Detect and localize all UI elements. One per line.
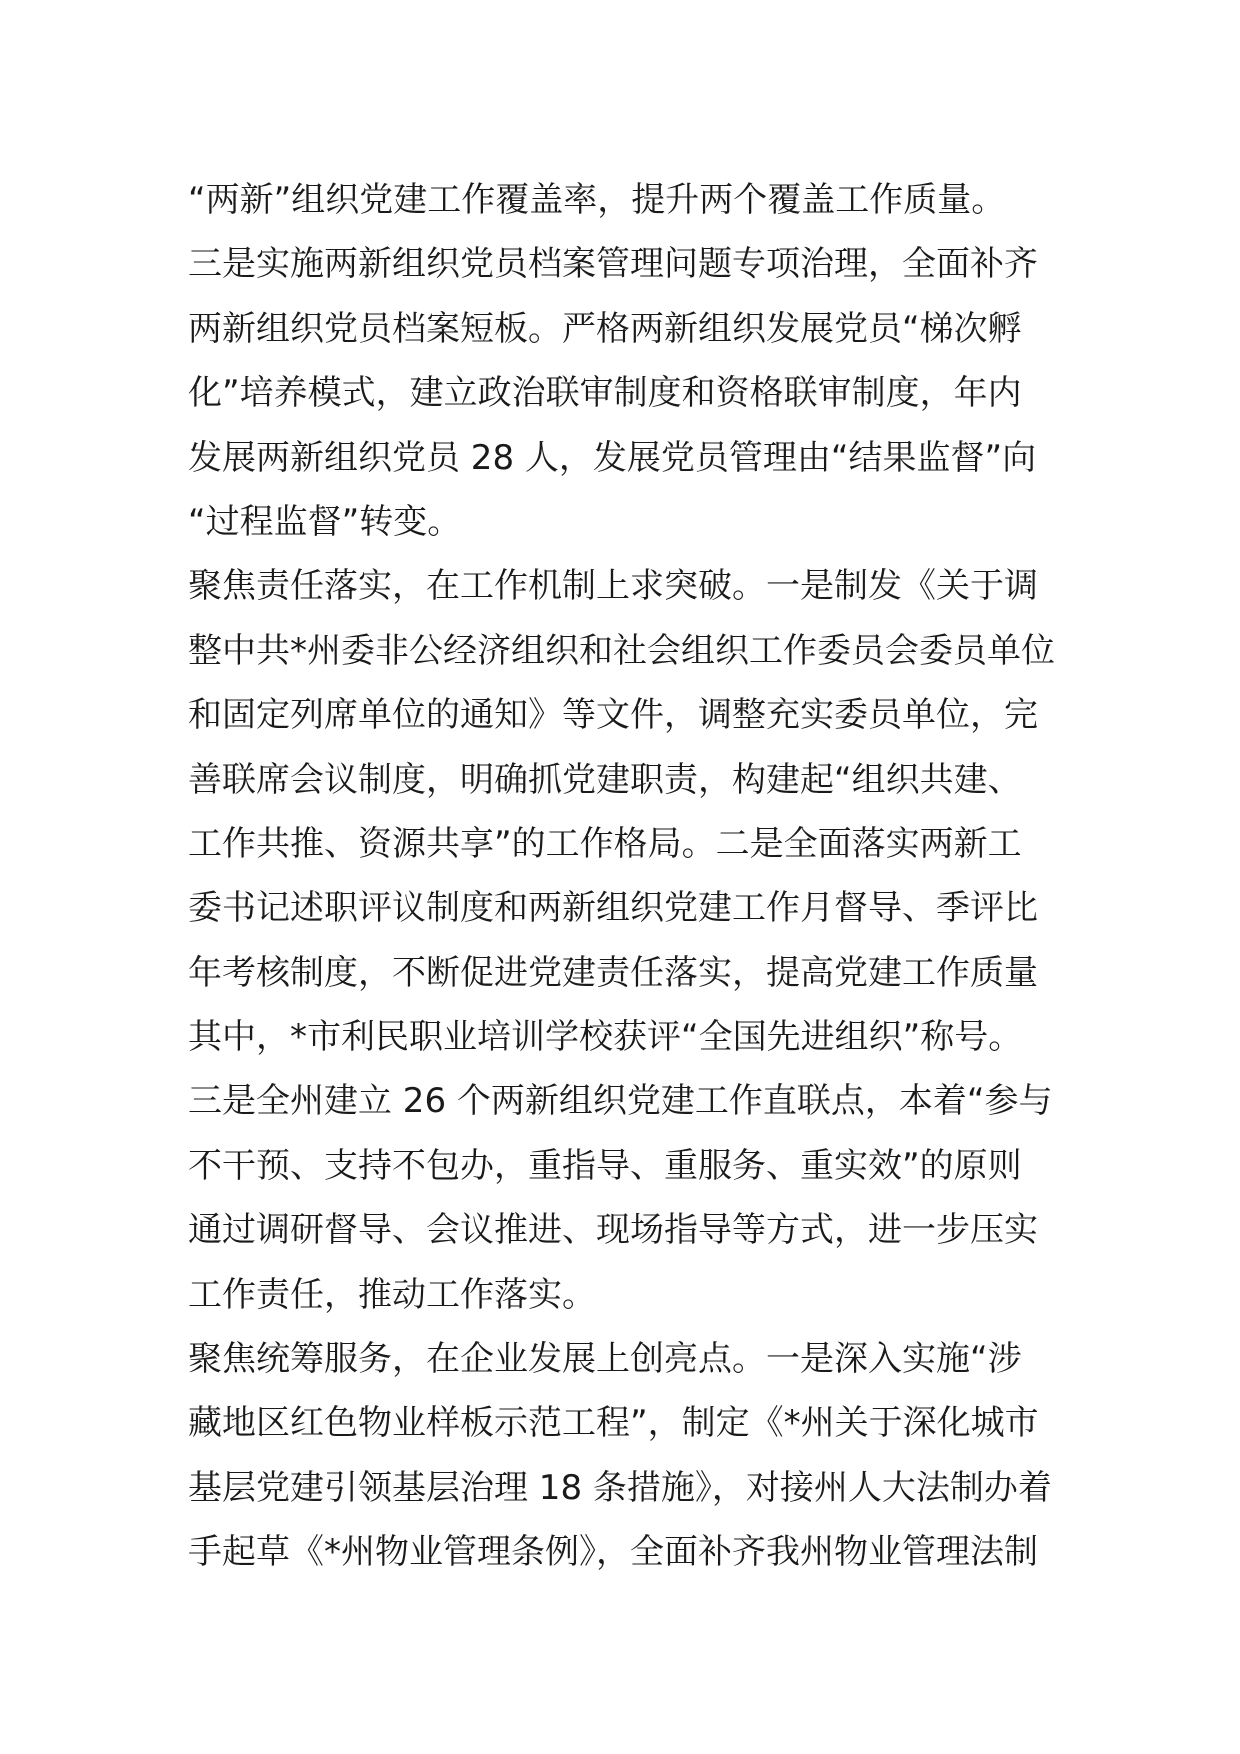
text-line: 基层党建引领基层治理 18 条措施》，对接州人大法制办着 xyxy=(188,1467,1052,1508)
text-line: 年考核制度，不断促进党建责任落实，提高党建工作质量 xyxy=(188,952,1038,993)
text-line: 委书记述职评议制度和两新组织党建工作月督导、季评比 xyxy=(188,888,1038,929)
text-line: 化”培养模式，建立政治联审制度和资格联审制度，年内 xyxy=(188,373,1022,414)
text-line: 工作责任，推动工作落实。 xyxy=(188,1274,596,1315)
text-line: 三是实施两新组织党员档案管理问题专项治理，全面补齐 xyxy=(188,244,1038,285)
text-line: “两新”组织党建工作覆盖率，提升两个覆盖工作质量。 xyxy=(188,180,1006,220)
text-line: 两新组织党员档案短板。严格两新组织发展党员“梯次孵 xyxy=(188,308,1022,349)
text-line: “过程监督”转变。 xyxy=(188,501,462,542)
body-text xyxy=(188,168,1064,1585)
text-line: 通过调研督导、会议推进、现场指导等方式，进一步压实 xyxy=(188,1210,1038,1251)
text-line: 手起草《*州物业管理条例》，全面补齐我州物业管理法制 xyxy=(188,1532,1038,1573)
text-line: 聚焦统筹服务，在企业发展上创亮点。一是深入实施“涉 xyxy=(188,1339,1022,1380)
text-line: 工作共推、资源共享”的工作格局。二是全面落实两新工 xyxy=(188,823,1022,864)
text-line: 不干预、支持不包办，重指导、重服务、重实效”的原则 xyxy=(188,1145,1022,1186)
text-line: 善联席会议制度，明确抓党建职责，构建起“组织共建、 xyxy=(188,759,1022,800)
text-line: 聚焦责任落实，在工作机制上求突破。一是制发《关于调 xyxy=(188,566,1038,607)
text-line: 整中共*州委非公经济组织和社会组织工作委员会委员单位 xyxy=(188,630,1055,671)
text-line: 其中，*市利民职业培训学校获评“全国先进组织”称号。 xyxy=(188,1017,1023,1058)
text-line: 和固定列席单位的通知》等文件，调整充实委员单位，完 xyxy=(188,695,1038,736)
text-line: 发展两新组织党员 28 人，发展党员管理由“结果监督”向 xyxy=(188,437,1037,478)
text-line: 藏地区红色物业样板示范工程”，制定《*州关于深化城市 xyxy=(188,1403,1039,1444)
text-line: 三是全州建立 26 个两新组织党建工作直联点，本着“参与 xyxy=(188,1081,1053,1122)
